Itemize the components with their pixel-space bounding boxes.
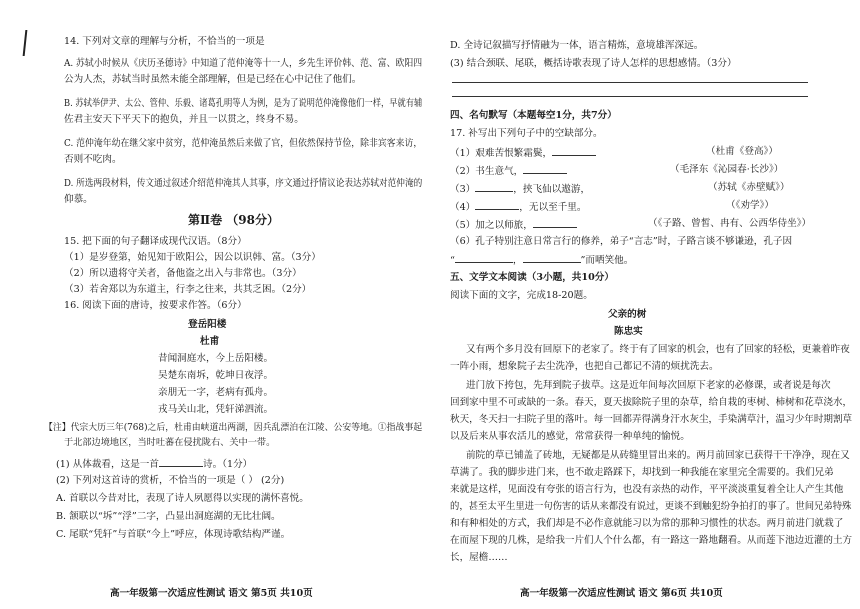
para-3-line-7: 长，屋檐…… bbox=[450, 552, 508, 563]
para-3-line-5: 和有种相处的方式，我们却是不必作意就能习以为常的那种习惯性的状态。两月前进门就栽了 bbox=[450, 518, 844, 529]
q17-item-6-blank-1[interactable] bbox=[455, 253, 513, 263]
article-title: 父亲的树 bbox=[608, 309, 647, 320]
q17-item-1-blank[interactable] bbox=[552, 146, 596, 156]
q17-item-5-text: （5）加之以师旅， bbox=[450, 220, 533, 231]
q17-item-3-text: ，挟飞仙以遨游， bbox=[513, 184, 591, 195]
poem-author: 杜甫 bbox=[200, 336, 220, 347]
q17-item-4-source: （《劝学》） bbox=[726, 200, 774, 211]
q16-2-option-c: C. 尾联“凭轩”与首联“今上”呼应，体现诗歌结构严谨。 bbox=[56, 529, 291, 540]
section-4-heading: 四、名句默写（本题每空1分，共7分） bbox=[450, 110, 617, 121]
para-3-line-2: 草满了。我的脚步进门来，也不敢走路踩下，却找到一种我能在家里完全需要的。我们兄弟 bbox=[450, 467, 834, 478]
q17-item-4 bbox=[450, 200, 586, 214]
poem-title: 登岳阳楼 bbox=[188, 319, 227, 330]
poem-line-4: 戎马关山北，凭轩涕泗流。 bbox=[158, 404, 274, 415]
q14-option-c-line2: 否则不吃肉。 bbox=[64, 154, 122, 165]
q17-stem: 17. 补写出下列句子中的空缺部分。 bbox=[450, 128, 603, 139]
q14-option-a-line2: 公为人杰，苏轼当时虽然未能全部理解，但是已经在心中记住了他们。 bbox=[64, 74, 362, 85]
para-2-line-4: 以及后来从事农活儿的感觉，常常获得一种单纯的愉悦。 bbox=[450, 431, 690, 442]
section-5-heading: 五、文学文本阅读（3小题，共10分） bbox=[450, 272, 614, 283]
q16-1-blank[interactable] bbox=[159, 457, 203, 467]
poem-note-line1: 【注】代宗大历三年(768)之后，杜甫由峡道出两湖，因兵乱漂泊在江陵、公安等地。①指战事起 bbox=[44, 422, 423, 433]
para-2-line-2: 回到家中里不可或缺的一条。春天，夏天拔除院子里的杂草，给自栽的枣树、柿树和花草浇水， bbox=[450, 397, 853, 408]
article-author: 陈忠实 bbox=[614, 326, 643, 337]
q17-item-6-close: ”而哂笑他。 bbox=[580, 255, 634, 266]
q17-item-5-blank[interactable] bbox=[533, 218, 577, 228]
para-3-line-1: 前院的草已铺盖了砖地，无疑都是从砖缝里冒出来的。两月前回家已获得干干净净，现在又 bbox=[466, 450, 850, 461]
poem-line-1: 昔闻洞庭水，今上岳阳楼。 bbox=[158, 353, 274, 364]
q14-option-b-line1: B. 苏轼举伊尹、太公、管仲、乐毅、诸葛孔明等人为例，是为了说明范仲淹像他们一样，早就有辅 bbox=[64, 98, 423, 109]
q14-option-c-line1: C. 范仲淹年幼在继父家中贫穷，范仲淹虽然后来做了官，但依然保持节俭，除非宾客来访， bbox=[64, 138, 423, 149]
q17-item-4-text: ，无以至千里。 bbox=[519, 202, 587, 213]
para-2-line-1: 进门放下挎包，先拜到院子拔草。这是近年间每次回原下老家的必修课，或者说是每次 bbox=[466, 380, 831, 391]
q15-stem: 15. 把下面的句子翻译成现代汉语。（8分） bbox=[64, 236, 247, 247]
page-6 bbox=[430, 0, 860, 609]
q17-item-4-blank[interactable] bbox=[475, 200, 519, 210]
q17-item-6-line2 bbox=[450, 253, 633, 267]
q15-sentence-2: （2）所以遗将守关者，备他盗之出入与非常也。（3分） bbox=[64, 268, 302, 279]
q16-1-suffix: 诗。（1分） bbox=[202, 459, 253, 470]
q17-item-1-source: （杜甫《登高》） bbox=[706, 146, 778, 157]
q17-item-3 bbox=[450, 182, 590, 196]
q17-item-1-text: （1）艰难苦恨繁霜鬓， bbox=[450, 148, 553, 159]
page-6-footer: 高一年级第一次适应性测试 语文 第6页 共10页 bbox=[520, 588, 723, 599]
q16-2-option-a: A. 首联以今昔对比，表现了诗人夙愿得以实现的满怀喜悦。 bbox=[56, 493, 309, 504]
q14-option-a-line1: A. 苏轼小时候从《庆历圣德诗》中知道了范仲淹等十一人，乡先生评价韩、范、富、欧阳四 bbox=[64, 58, 423, 69]
para-2-line-3: 秋天，冬天扫一扫院子里的落叶。每一回都弄得满身汗水灰尘，手染满草汁，温习少年时期割草 bbox=[450, 414, 853, 425]
q14-option-d-line2: 仰慕。 bbox=[64, 194, 93, 205]
q16-3-stem: (3) 结合颈联、尾联，概括诗歌表现了诗人怎样的思想感情。（3分） bbox=[450, 58, 737, 69]
q17-item-2 bbox=[450, 164, 567, 178]
q17-item-3-source: （苏轼《赤壁赋》） bbox=[708, 182, 790, 193]
q17-item-2-source: （毛泽东《沁园春·长沙》） bbox=[670, 164, 784, 175]
q16-1 bbox=[56, 457, 252, 471]
answer-line-2[interactable] bbox=[452, 96, 808, 97]
para-1-line-1: 又有两个多月没有回原下的老家了。终于有了回家的机会，也有了回家的轻松，更兼着昨夜 bbox=[466, 344, 850, 355]
q17-item-6-blank-2[interactable] bbox=[523, 253, 581, 263]
q17-item-4-prefix: （4） bbox=[450, 202, 476, 213]
answer-line-1[interactable] bbox=[452, 82, 808, 83]
q16-2-stem: (2) 下列对这首诗的赏析，不恰当的一项是（ ） (2分) bbox=[56, 475, 285, 486]
q17-item-3-prefix: （3） bbox=[450, 184, 476, 195]
reading-intro: 阅读下面的文字，完成18-20题。 bbox=[450, 290, 593, 301]
q17-item-5 bbox=[450, 218, 577, 232]
q15-sentence-3: （3）若舍郑以为东道主，行李之往来，共其乏困。（2分） bbox=[64, 284, 312, 295]
q17-item-3-blank[interactable] bbox=[475, 182, 513, 192]
q17-item-2-blank[interactable] bbox=[523, 164, 567, 174]
q14-option-d-line1: D. 所选两段材料，传文通过叙述介绍范仲淹其人其事，序文通过抒情议论表达苏轼对范仲淹的 bbox=[64, 178, 423, 189]
q14-stem: 14. 下列对文章的理解与分析，不恰当的一项是 bbox=[64, 36, 265, 47]
section-2-heading: 第Ⅱ卷 （98分） bbox=[188, 213, 279, 227]
q17-item-6-line1: （6）孔子特别注意日常言行的修养，弟子“言志”时，子路言谈不够谦逊，孔子因 bbox=[450, 236, 793, 247]
q16-2-option-b: B. 颔联以“坼”“浮”二字，凸显出洞庭湖的无比壮阔。 bbox=[56, 511, 281, 522]
para-3-line-6: 在而屋下现的几株，是给我一片们人个什么都，有一路这一路地翻看。从而莲下池边近灌的土方 bbox=[450, 535, 853, 546]
q17-item-6-comma: ， bbox=[512, 255, 523, 266]
para-3-line-3: 来就是这样，见面没有夸张的语言行为，也没有亲热的动作，平平淡淡重复着全让人产生其他 bbox=[450, 484, 844, 495]
para-3-line-4: 的，甚至太平生里进一句伤害的话从来都没有说过，更谈不到触犯纷争拍打的事了。世间兄弟特殊 bbox=[450, 501, 852, 512]
poem-line-3: 亲朋无一字，老病有孤舟。 bbox=[158, 387, 274, 398]
q16-stem: 16. 阅读下面的唐诗，按要求作答。（6分） bbox=[64, 300, 247, 311]
q17-item-6-open-quote: “ bbox=[450, 255, 455, 266]
poem-line-2: 吴楚东南坼，乾坤日夜浮。 bbox=[158, 370, 274, 381]
q14-option-b-line2: 佐君主安天下平天下的抱负，并且一以贯之，终身不易。 bbox=[64, 114, 304, 125]
q15-sentence-1: （1）是岁登第，始见知于欧阳公，因公以识韩、富。（3分） bbox=[64, 252, 321, 263]
page-5-footer: 高一年级第一次适应性测试 语文 第5页 共10页 bbox=[110, 588, 313, 599]
para-1-line-2: 一阵小雨，想象院子去尘洗净，也把自己都记不清的烦扰洗去。 bbox=[450, 361, 719, 372]
q16-1-prefix: (1) 从体裁看，这是一首 bbox=[56, 459, 159, 470]
q17-item-2-text: （2）书生意气， bbox=[450, 166, 524, 177]
q16-2-option-d: D. 全诗记叙描写抒情融为一体，语言精炼，意境雄浑深远。 bbox=[450, 40, 704, 51]
margin-mark bbox=[23, 30, 28, 56]
poem-note-line2: 于北部边境地区，当时吐蕃在侵扰陇右、关中一带。 bbox=[64, 437, 276, 448]
q17-item-1 bbox=[450, 146, 596, 160]
q17-item-5-source: （《子路、曾皙、冉有、公西华侍坐》） bbox=[648, 218, 812, 229]
